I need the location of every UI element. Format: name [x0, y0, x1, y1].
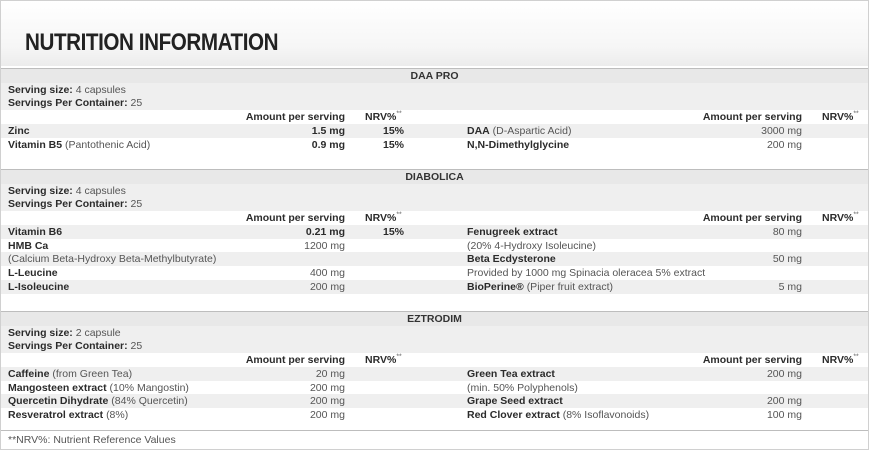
nrv-header-label: NRV% — [822, 212, 854, 225]
left-ingredient — [8, 367, 132, 381]
left-ingredient — [8, 381, 189, 395]
ingredient-name: L-Isoleucine — [8, 280, 70, 293]
servings-per-container — [8, 96, 142, 110]
table-row — [1, 266, 868, 280]
ingredient-description: (8%) — [106, 408, 129, 421]
ingredient-name: Beta Ecdysterone — [467, 253, 556, 266]
serving-size-row — [1, 326, 868, 340]
ingredient-name: BioPerine® — [467, 280, 524, 293]
ingredient-name: Vitamin B5 — [8, 138, 63, 151]
amount-value: 200 mg — [309, 395, 345, 408]
ingredient-description: Provided by 1000 mg Spinacia oleracea 5% extract — [467, 266, 706, 279]
nrv-header-mark: ** — [396, 353, 402, 361]
right-ingredient — [467, 138, 569, 152]
ingredient-description: (Piper fruit extract) — [526, 280, 614, 293]
amount-header: Amount per serving — [702, 212, 802, 225]
ingredient-name: Zinc — [8, 124, 30, 137]
section-header — [1, 312, 868, 326]
serving-size-value: 4 capsules — [75, 184, 126, 197]
section-title: EZTRODIM — [407, 313, 462, 325]
nrv-value: 15% — [383, 138, 405, 151]
column-header-row — [1, 211, 868, 225]
servings-value: 25 — [130, 97, 143, 110]
serving-size-label: Serving size: — [8, 326, 73, 339]
column-header-row — [1, 353, 868, 367]
ingredient-name: Quercetin Dihydrate — [8, 395, 109, 408]
left-ingredient — [8, 408, 128, 422]
ingredient-name: Green Tea extract — [467, 367, 555, 380]
nrv-header — [365, 211, 402, 225]
amount-value: 200 mg — [309, 408, 345, 421]
servings-per-container-row — [1, 197, 868, 211]
footnote-row — [1, 433, 868, 447]
table-row — [1, 280, 868, 294]
nrv-header-label: NRV% — [365, 111, 397, 124]
amount-value: 400 mg — [309, 266, 345, 279]
serving-size-row — [1, 184, 868, 198]
amount-value: 200 mg — [766, 138, 802, 151]
left-ingredient — [8, 124, 30, 138]
amount-value: 80 mg — [772, 225, 802, 238]
amount-value: 200 mg — [309, 280, 345, 293]
nrv-header-label: NRV% — [822, 354, 854, 367]
servings-per-container — [8, 339, 142, 353]
ingredient-name: Fenugreek extract — [467, 225, 558, 238]
section-title: DAA PRO — [410, 70, 459, 82]
servings-per-container-row — [1, 339, 868, 353]
ingredient-name: L-Leucine — [8, 266, 58, 279]
ingredient-name: Grape Seed extract — [467, 395, 563, 408]
right-ingredient — [467, 394, 563, 408]
right-ingredient — [467, 381, 578, 395]
header-bar — [1, 1, 868, 66]
amount-value: 0.9 mg — [311, 138, 345, 151]
section-divider — [1, 169, 868, 170]
amount-header: Amount per serving — [245, 354, 345, 367]
ingredient-description: (10% Mangostin) — [109, 381, 189, 394]
servings-label: Servings Per Container: — [8, 97, 128, 110]
servings-value: 25 — [130, 340, 143, 353]
amount-value: 50 mg — [772, 253, 802, 266]
left-ingredient — [8, 394, 188, 408]
right-ingredient — [467, 266, 705, 280]
ingredient-name: Resveratrol extract — [8, 408, 104, 421]
ingredient-name: Red Clover extract — [467, 408, 560, 421]
amount-header: Amount per serving — [245, 111, 345, 124]
ingredient-name: Caffeine — [8, 367, 50, 380]
left-ingredient — [8, 138, 150, 152]
nrv-header — [822, 211, 859, 225]
table-row — [1, 408, 868, 422]
amount-value: 0.21 mg — [305, 225, 345, 238]
ingredient-name: HMB Ca — [8, 239, 49, 252]
serving-size — [8, 184, 126, 198]
amount-value: 20 mg — [315, 367, 345, 380]
section-divider — [1, 68, 868, 69]
left-ingredient — [8, 280, 69, 294]
nrv-header-mark: ** — [396, 211, 402, 219]
right-ingredient — [467, 280, 613, 294]
ingredient-description: (84% Quercetin) — [111, 395, 188, 408]
amount-value: 5 mg — [778, 280, 802, 293]
nrv-header-mark: ** — [853, 211, 859, 219]
ingredient-name: DAA — [467, 124, 490, 137]
amount-value: 200 mg — [309, 381, 345, 394]
column-header-row — [1, 110, 868, 124]
nrv-header — [822, 110, 859, 124]
section-header — [1, 69, 868, 83]
amount-value: 200 mg — [766, 395, 802, 408]
serving-size-label: Serving size: — [8, 184, 73, 197]
nrv-header-label: NRV% — [365, 212, 397, 225]
amount-header: Amount per serving — [245, 212, 345, 225]
ingredient-description: (min. 50% Polyphenols) — [467, 381, 578, 394]
section-divider — [1, 311, 868, 312]
left-ingredient — [8, 252, 216, 266]
ingredient-description: (from Green Tea) — [52, 367, 133, 380]
table-row — [1, 394, 868, 408]
nrv-header-mark: ** — [853, 110, 859, 118]
nrv-value: 15% — [383, 124, 405, 137]
section-header — [1, 170, 868, 184]
footnote-divider — [1, 430, 868, 431]
serving-size-label: Serving size: — [8, 83, 73, 96]
nrv-header — [365, 353, 402, 367]
ingredient-name: Vitamin B6 — [8, 225, 63, 238]
footnote: **NRV%: Nutrient Reference Values — [8, 434, 176, 446]
right-ingredient — [467, 367, 555, 381]
table-row — [1, 252, 868, 266]
nrv-value: 15% — [383, 225, 405, 238]
ingredient-description: (Calcium Beta-Hydroxy Beta-Methylbutyrate) — [8, 253, 217, 266]
left-ingredient — [8, 225, 62, 239]
ingredient-name: N,N-Dimethylglycine — [467, 138, 570, 151]
nrv-header-mark: ** — [396, 110, 402, 118]
table-row — [1, 239, 868, 253]
serving-size-value: 2 capsule — [75, 326, 121, 339]
page-title: NUTRITION INFORMATION — [25, 29, 279, 56]
left-ingredient — [8, 239, 48, 253]
ingredient-name: Mangosteen extract — [8, 381, 107, 394]
amount-value: 1200 mg — [304, 239, 345, 252]
right-ingredient — [467, 124, 571, 138]
nrv-header-label: NRV% — [365, 354, 397, 367]
nrv-header — [365, 110, 402, 124]
amount-value: 100 mg — [766, 408, 802, 421]
table-row — [1, 367, 868, 381]
nrv-header-label: NRV% — [822, 111, 854, 124]
ingredient-description: (20% 4-Hydroxy Isoleucine) — [467, 239, 596, 252]
table-row — [1, 124, 868, 138]
amount-value: 3000 mg — [761, 124, 802, 137]
serving-size-value: 4 capsules — [75, 83, 126, 96]
amount-value: 1.5 mg — [311, 124, 345, 137]
servings-per-container — [8, 197, 142, 211]
serving-size — [8, 326, 121, 340]
nrv-header — [822, 353, 859, 367]
right-ingredient — [467, 408, 649, 422]
serving-size — [8, 83, 126, 97]
left-ingredient — [8, 266, 58, 280]
servings-label: Servings Per Container: — [8, 340, 128, 353]
right-ingredient — [467, 252, 556, 266]
amount-header: Amount per serving — [702, 354, 802, 367]
nrv-header-mark: ** — [853, 353, 859, 361]
amount-value: 200 mg — [766, 367, 802, 380]
right-ingredient — [467, 239, 596, 253]
servings-value: 25 — [130, 198, 143, 211]
amount-header: Amount per serving — [702, 111, 802, 124]
ingredient-description: (8% Isoflavonoids) — [562, 408, 650, 421]
table-row — [1, 381, 868, 395]
servings-label: Servings Per Container: — [8, 198, 128, 211]
table-row — [1, 225, 868, 239]
section-title: DIABOLICA — [405, 171, 464, 183]
ingredient-description: (Pantothenic Acid) — [65, 138, 151, 151]
ingredient-description: (D-Aspartic Acid) — [492, 124, 572, 137]
table-row — [1, 138, 868, 152]
servings-per-container-row — [1, 96, 868, 110]
right-ingredient — [467, 225, 557, 239]
serving-size-row — [1, 83, 868, 97]
